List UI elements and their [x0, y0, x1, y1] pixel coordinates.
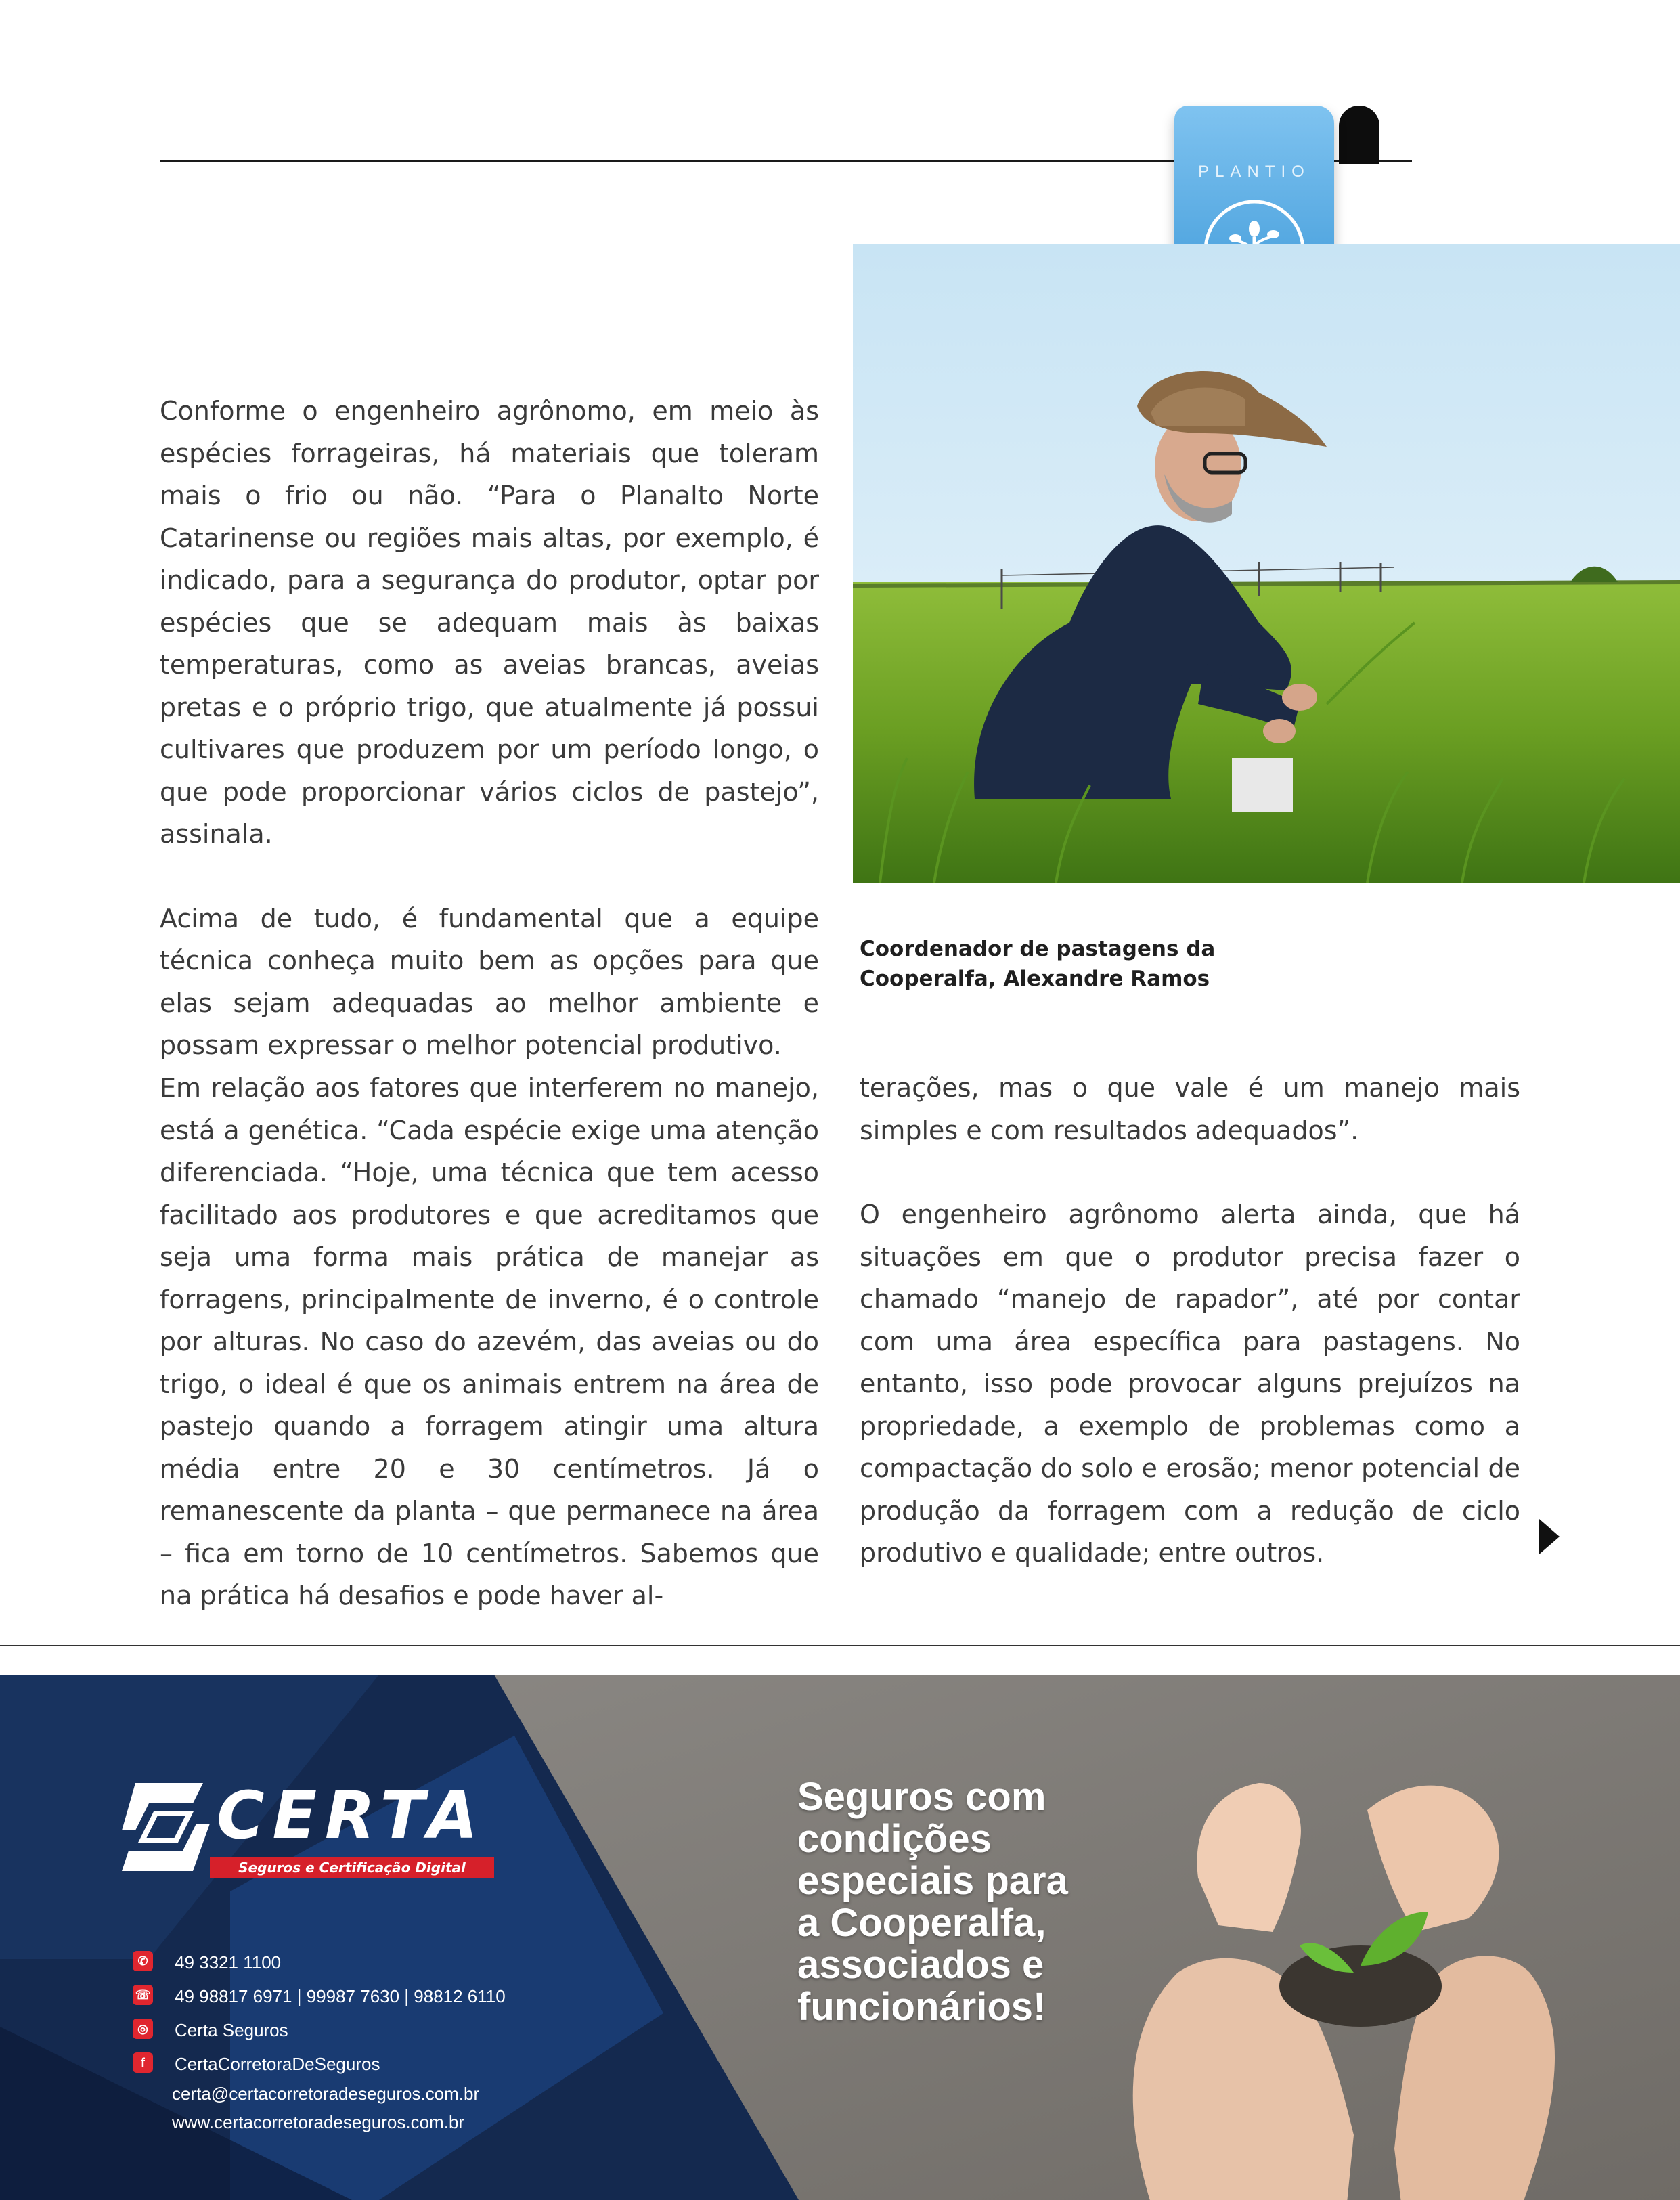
ad-headline — [797, 1776, 1149, 2028]
instagram-icon: ◎ — [133, 2019, 153, 2039]
continue-arrow-icon[interactable] — [1539, 1519, 1560, 1554]
body-paragraph: Em relação aos fatores que interferem no manejo, está a genética. “Cada espécie exige uma atenção diferenciada. “Hoje, uma técnica que tem acesso facilitado aos produtores e que acreditamos que seja uma forma mais prática de manejar as forragens, principalmente de inverno, é o controle por alturas. No caso do azevém, das aveias ou do trigo, o ideal é que os animais entrem na área de pastejo quando a forragem atingir uma altura média entre 20 e 30 centímetros. Já o remanescente da planta – que permanece na área – fica em torno de 10 centímetros. Sabemos que na prática há desafios e pode haver al- — [160, 1073, 819, 1610]
agronomist-field-photo — [853, 244, 1680, 883]
photo-caption — [860, 934, 1333, 994]
headline-line: Seguros com — [797, 1775, 1046, 1819]
caption-line-1: Coordenador de pastagens da — [860, 937, 1216, 961]
body-paragraph: O engenheiro agrônomo alerta ainda, que há situações em que o produtor precisa fazer o chamado “manejo de rapador”, até por contar com uma área específica para pastagens. No entanto, isso pode provocar alguns prejuízos na propriedade, a exemplo de problemas como a compactação do solo e erosão; menor potencial de produção da forragem com a redução de ciclo produtivo e qualidade; entre outros. — [860, 1200, 1520, 1568]
tab-curl — [1339, 106, 1379, 164]
footer-rule — [0, 1645, 1680, 1646]
caption-line-2: Cooperalfa, Alexandre Ramos — [860, 967, 1210, 991]
section-tab-label: PLANTIO — [1198, 162, 1310, 181]
body-paragraph: Conforme o engenheiro agrônomo, em meio às espécies forrageiras, há materiais que toleram mais o frio ou não. “Para o Planalto Norte Catarinense ou regiões mais altas, por exemplo, é indicado, para a segurança do produtor, optar por espécies que se adequam mais às baixas temperaturas, como as aveias brancas, aveias pretas e o próprio trigo, que atualmente já possui cultivares que produzem por um período longo, o que pode proporcionar vários ciclos de pastejo”, assinala. — [160, 396, 819, 849]
headline-line: especiais para — [797, 1859, 1068, 1903]
left-column-top — [160, 390, 819, 1067]
body-paragraph: Acima de tudo, é fundamental que a equipe técnica conheça muito bem as opções para que elas sejam adequadas ao melhor ambiente e possam expressar o melhor potencial produtivo. — [160, 903, 819, 1060]
certa-logo-mark-icon — [108, 1776, 210, 1878]
right-column — [860, 1067, 1520, 1575]
certa-advertisement: CERTA Seguros e Certificação Digital ✆ 49 3321 1100 ☏ 49 98817 6971 | 99987 7630 | 98812 6110 ◎ Certa Seguros f CertaCorretoraDeSeguros certa@certacorretoradeseguros.com.br www.certacorretoradeseguros.com.br Seguros com condições especiais para a Cooperalfa, associados e funcionários! — [0, 1675, 1680, 2200]
left-column-bottom — [160, 1067, 819, 1617]
phone-icon: ✆ — [133, 1951, 153, 1971]
headline-line: associados e — [797, 1943, 1044, 1987]
logo-tagline: Seguros e Certificação Digital — [210, 1857, 494, 1878]
logo-brand-text: CERTA — [217, 1778, 486, 1853]
certa-logo[interactable] — [108, 1776, 501, 1885]
photo-illustration — [853, 244, 1680, 883]
headline-line: a Cooperalfa, — [797, 1901, 1046, 1945]
headline-line: condições — [797, 1817, 992, 1861]
whatsapp-icon: ☏ — [133, 1985, 153, 2005]
body-paragraph: terações, mas o que vale é um manejo mais simples e com resultados adequados”. — [860, 1073, 1520, 1145]
headline-line: funcionários! — [797, 1985, 1046, 2029]
facebook-icon: f — [133, 2052, 153, 2073]
